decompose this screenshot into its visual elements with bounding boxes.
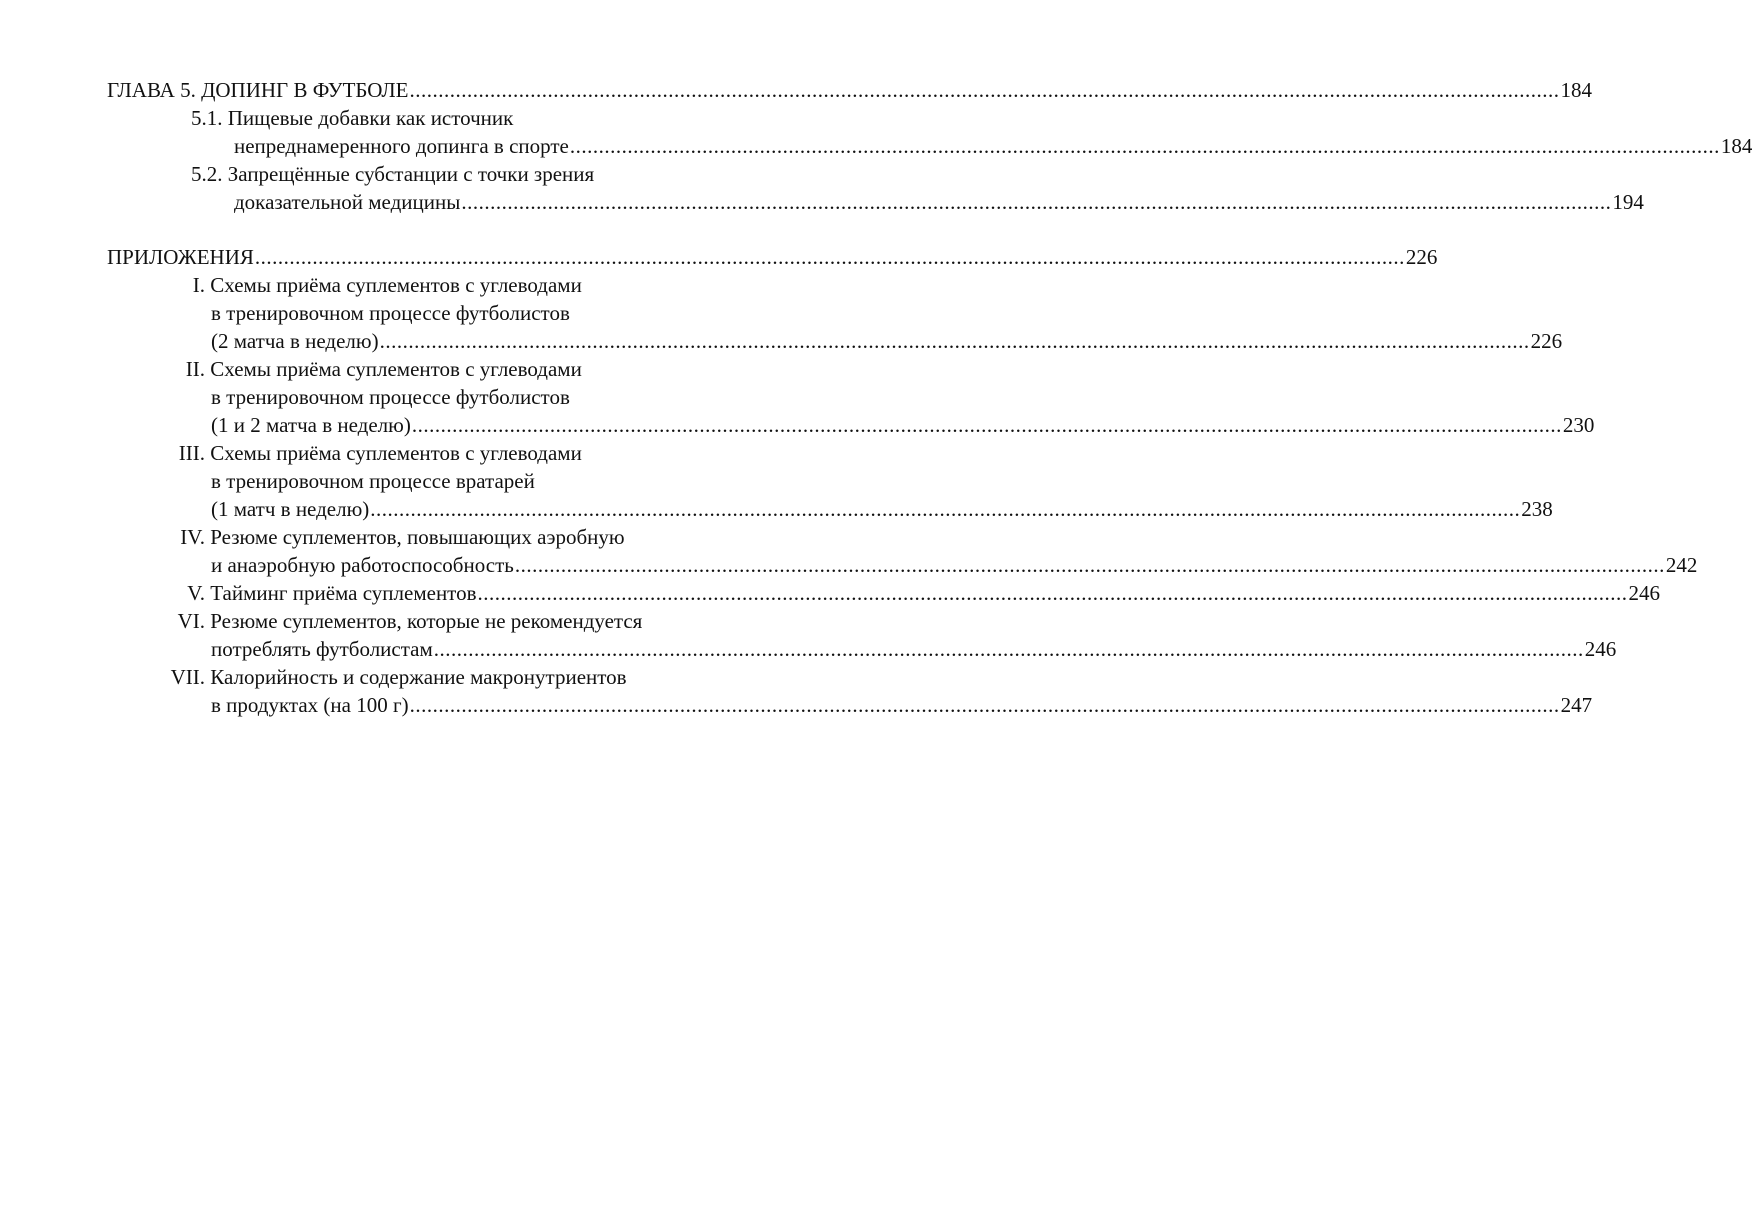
toc-section-5-2-cont[interactable] [107, 188, 1644, 216]
chapter-title: ГЛАВА 5. ДОПИНГ В ФУТБОЛЕ [107, 78, 409, 102]
toc-appendix-6-cont[interactable] [107, 635, 1617, 663]
table-of-contents [107, 76, 1752, 719]
appendix-title-line3: (2 матча в неделю) [211, 329, 379, 353]
toc-chapter-5[interactable] [107, 76, 1592, 104]
page-number: 226 [1530, 329, 1563, 353]
appendix-title-line1: Резюме суплементов, повышающих аэробную [210, 525, 625, 549]
appendix-title-line2: в тренировочном процессе вратарей [211, 469, 535, 493]
section-title-line1: Запрещённые субстанции с точки зрения [227, 162, 595, 186]
appendix-title-line2: и анаэробную работоспособность [211, 553, 514, 577]
toc-appendix-3-cont2[interactable] [107, 495, 1553, 523]
page-number: 238 [1521, 497, 1553, 521]
toc-appendix-3-cont[interactable] [107, 467, 756, 495]
leader-dots: ........................................................................................................................................................................................................ [514, 553, 1665, 577]
toc-appendix-4-cont[interactable] [107, 551, 1698, 579]
toc-appendix-6[interactable] [107, 607, 756, 635]
page-number: 230 [1562, 413, 1595, 437]
page-number: 184 [1560, 78, 1592, 102]
leader-dots: ........................................................................................................................................................................................................ [569, 134, 1720, 158]
toc-section-5-1-cont[interactable] [107, 132, 1752, 160]
section-number: 5.2. [191, 162, 223, 186]
appendix-title-line1: Резюме суплементов, которые не рекомендуется [210, 609, 643, 633]
toc-appendix-5[interactable] [107, 579, 1661, 607]
toc-section-5-1[interactable] [107, 104, 756, 132]
toc-appendix-1-cont2[interactable] [107, 327, 1563, 355]
appendix-title-line1: Схемы приёма суплементов с углеводами [210, 441, 582, 465]
leader-dots: ........................................................................................................................................................................................................ [433, 637, 1584, 661]
appendix-number: V. [187, 581, 205, 605]
appendix-title-line2: в тренировочном процессе футболистов [211, 385, 570, 409]
toc-appendix-2-cont[interactable] [107, 383, 756, 411]
appendix-number: IV. [180, 525, 205, 549]
section-title-line2: непреднамеренного допинга в спорте [234, 134, 569, 158]
toc-appendix-2-cont2[interactable] [107, 411, 1595, 439]
appendix-title-line1: Схемы приёма суплементов с углеводами [210, 357, 582, 381]
page-number: 246 [1628, 581, 1661, 605]
appendix-title-line2: в тренировочном процессе футболистов [211, 301, 570, 325]
toc-appendix-3[interactable] [107, 439, 756, 467]
toc-appendix-2[interactable] [107, 355, 756, 383]
page-number: 184 [1720, 134, 1752, 158]
appendix-title-line3: (1 и 2 матча в неделю) [211, 413, 411, 437]
leader-dots: ........................................................................................................................................................................................................ [254, 245, 1405, 269]
appendix-number: I. [192, 273, 205, 297]
appendix-title-line1: Схемы приёма суплементов с углеводами [210, 273, 582, 297]
page-number: 247 [1560, 693, 1593, 717]
appendix-number: VI. [177, 609, 205, 633]
page-number: 242 [1665, 553, 1698, 577]
leader-dots: ........................................................................................................................................................................................................ [370, 497, 1521, 521]
section-title-line1: Пищевые добавки как источник [227, 106, 514, 130]
appendices-title: ПРИЛОЖЕНИЯ [107, 245, 254, 269]
page-number: 226 [1405, 245, 1438, 269]
toc-appendix-4[interactable] [107, 523, 756, 551]
appendix-title-line2: в продуктах (на 100 г) [211, 693, 409, 717]
toc-appendices[interactable] [107, 243, 1438, 271]
page-number: 246 [1584, 637, 1617, 661]
appendix-title-line1: Калорийность и содержание макронутриентов [210, 665, 627, 689]
page-number: 194 [1612, 190, 1644, 214]
leader-dots: ........................................................................................................................................................................................................ [379, 329, 1530, 353]
appendix-number: VII. [170, 665, 205, 689]
leader-dots: ........................................................................................................................................................................................................ [411, 413, 1562, 437]
leader-dots: ........................................................................................................................................................................................................ [409, 78, 1560, 102]
leader-dots: ........................................................................................................................................................................................................ [461, 190, 1612, 214]
toc-appendix-1-cont[interactable] [107, 299, 756, 327]
leader-dots: ........................................................................................................................................................................................................ [477, 581, 1628, 605]
appendix-title-line2: потреблять футболистам [211, 637, 433, 661]
spacer [107, 216, 756, 243]
section-title-line2: доказательной медицины [234, 190, 461, 214]
appendix-number: II. [185, 357, 205, 381]
appendix-title-line3: (1 матч в неделю) [211, 497, 370, 521]
toc-section-5-2[interactable] [107, 160, 756, 188]
appendix-title-line1: Тайминг приёма суплементов [210, 581, 477, 605]
toc-appendix-7[interactable] [107, 663, 756, 691]
toc-appendix-1[interactable] [107, 271, 756, 299]
section-number: 5.1. [191, 106, 223, 130]
leader-dots: ........................................................................................................................................................................................................ [409, 693, 1560, 717]
appendix-number: III. [178, 441, 205, 465]
toc-appendix-7-cont[interactable] [107, 691, 1593, 719]
